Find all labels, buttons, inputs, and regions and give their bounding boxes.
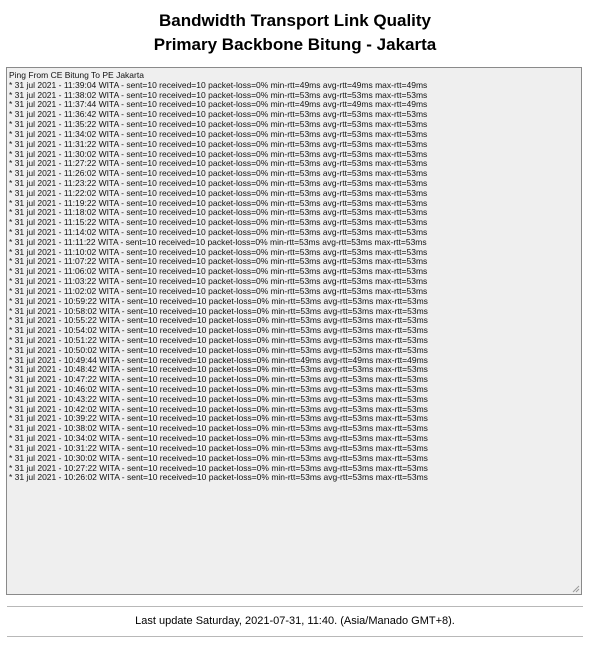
ping-log-entry: * 31 jul 2021 - 10:46:02 WITA - sent=10 received=10 packet-loss=0% min-rtt=53ms avg-rtt=53ms max-rtt=53ms xyxy=(9,384,428,394)
resize-grip-icon[interactable] xyxy=(572,585,580,593)
ping-log-entry: * 31 jul 2021 - 11:07:22 WITA - sent=10 received=10 packet-loss=0% min-rtt=53ms avg-rtt=53ms max-rtt=53ms xyxy=(9,256,428,267)
ping-log-entry: * 31 jul 2021 - 11:02:02 WITA - sent=10 received=10 packet-loss=0% min-rtt=53ms avg-rtt=53ms max-rtt=53ms xyxy=(9,285,428,296)
ping-log-entry: * 31 jul 2021 - 10:26:02 WITA - sent=10 received=10 packet-loss=0% min-rtt=53ms avg-rtt=53ms max-rtt=53ms xyxy=(9,472,428,483)
ping-log-entry: * 31 jul 2021 - 11:14:02 WITA - sent=10 received=10 packet-loss=0% min-rtt=53ms avg-rtt=53ms max-rtt=53ms xyxy=(9,227,428,237)
ping-log-entry: * 31 jul 2021 - 11:18:02 WITA - sent=10 received=10 packet-loss=0% min-rtt=53ms avg-rtt=53ms max-rtt=53ms xyxy=(9,207,428,218)
ping-log-entry: * 31 jul 2021 - 11:22:02 WITA - sent=10 received=10 packet-loss=0% min-rtt=53ms avg-rtt=53ms max-rtt=53ms xyxy=(9,187,428,198)
ping-log-entry: * 31 jul 2021 - 10:48:42 WITA - sent=10 received=10 packet-loss=0% min-rtt=53ms avg-rtt=53ms max-rtt=53ms xyxy=(9,364,428,375)
ping-log-entry: * 31 jul 2021 - 11:10:02 WITA - sent=10 received=10 packet-loss=0% min-rtt=53ms avg-rtt=53ms max-rtt=53ms xyxy=(9,246,428,257)
ping-log-entry: * 31 jul 2021 - 11:36:42 WITA - sent=10 received=10 packet-loss=0% min-rtt=53ms avg-rtt=53ms max-rtt=53ms xyxy=(9,109,428,120)
ping-log-entry: * 31 jul 2021 - 10:55:22 WITA - sent=10 received=10 packet-loss=0% min-rtt=53ms avg-rtt=53ms max-rtt=53ms xyxy=(9,315,428,326)
ping-log-entry: * 31 jul 2021 - 11:23:22 WITA - sent=10 received=10 packet-loss=0% min-rtt=53ms avg-rtt=53ms max-rtt=53ms xyxy=(9,177,428,188)
ping-log-entry: * 31 jul 2021 - 11:06:02 WITA - sent=10 received=10 packet-loss=0% min-rtt=53ms avg-rtt=53ms max-rtt=53ms xyxy=(9,266,428,277)
ping-log-entry: * 31 jul 2021 - 10:47:22 WITA - sent=10 received=10 packet-loss=0% min-rtt=53ms avg-rtt=53ms max-rtt=53ms xyxy=(9,374,428,385)
ping-log-entry: * 31 jul 2021 - 10:54:02 WITA - sent=10 received=10 packet-loss=0% min-rtt=53ms avg-rtt=53ms max-rtt=53ms xyxy=(9,325,428,336)
ping-log-entry: * 31 jul 2021 - 10:43:22 WITA - sent=10 received=10 packet-loss=0% min-rtt=53ms avg-rtt=53ms max-rtt=53ms xyxy=(9,393,428,404)
ping-log-entry: * 31 jul 2021 - 11:31:22 WITA - sent=10 received=10 packet-loss=0% min-rtt=53ms avg-rtt=53ms max-rtt=53ms xyxy=(9,138,428,149)
ping-log-textarea[interactable] xyxy=(6,67,582,595)
ping-log-entry: * 31 jul 2021 - 11:39:04 WITA - sent=10 received=10 packet-loss=0% min-rtt=49ms avg-rtt=49ms max-rtt=49ms xyxy=(9,79,428,90)
ping-log-entry: * 31 jul 2021 - 11:19:22 WITA - sent=10 received=10 packet-loss=0% min-rtt=53ms avg-rtt=53ms max-rtt=53ms xyxy=(9,197,428,208)
ping-log-entry: * 31 jul 2021 - 11:38:02 WITA - sent=10 received=10 packet-loss=0% min-rtt=53ms avg-rtt=53ms max-rtt=53ms xyxy=(9,89,428,100)
divider-bottom xyxy=(7,636,583,637)
ping-log-entry: * 31 jul 2021 - 11:27:22 WITA - sent=10 received=10 packet-loss=0% min-rtt=53ms avg-rtt=53ms max-rtt=53ms xyxy=(9,158,428,169)
ping-log-entry: * 31 jul 2021 - 11:15:22 WITA - sent=10 received=10 packet-loss=0% min-rtt=53ms avg-rtt=53ms max-rtt=53ms xyxy=(9,217,428,228)
ping-log-heading: Ping From CE Bitung To PE Jakarta xyxy=(9,70,144,80)
ping-log-entry: * 31 jul 2021 - 10:51:22 WITA - sent=10 received=10 packet-loss=0% min-rtt=53ms avg-rtt=53ms max-rtt=53ms xyxy=(9,334,428,345)
ping-log-entry: * 31 jul 2021 - 11:37:44 WITA - sent=10 received=10 packet-loss=0% min-rtt=49ms avg-rtt=49ms max-rtt=49ms xyxy=(9,99,428,110)
ping-log-entry: * 31 jul 2021 - 11:03:22 WITA - sent=10 received=10 packet-loss=0% min-rtt=53ms avg-rtt=53ms max-rtt=53ms xyxy=(9,276,428,287)
ping-log-entry: * 31 jul 2021 - 10:38:02 WITA - sent=10 received=10 packet-loss=0% min-rtt=53ms avg-rtt=53ms max-rtt=53ms xyxy=(9,423,428,434)
ping-log-content xyxy=(7,68,581,483)
ping-log-entry: * 31 jul 2021 - 11:26:02 WITA - sent=10 received=10 packet-loss=0% min-rtt=53ms avg-rtt=53ms max-rtt=53ms xyxy=(9,168,428,179)
ping-log-entry: * 31 jul 2021 - 10:50:02 WITA - sent=10 received=10 packet-loss=0% min-rtt=53ms avg-rtt=53ms max-rtt=53ms xyxy=(9,344,428,355)
ping-log-entry: * 31 jul 2021 - 10:49:44 WITA - sent=10 received=10 packet-loss=0% min-rtt=49ms avg-rtt=49ms max-rtt=49ms xyxy=(9,354,428,365)
ping-log-entry: * 31 jul 2021 - 10:58:02 WITA - sent=10 received=10 packet-loss=0% min-rtt=53ms avg-rtt=53ms max-rtt=53ms xyxy=(9,305,428,316)
ping-log-entry: * 31 jul 2021 - 11:34:02 WITA - sent=10 received=10 packet-loss=0% min-rtt=53ms avg-rtt=53ms max-rtt=53ms xyxy=(9,128,428,139)
page-title: Bandwidth Transport Link Quality xyxy=(158,11,432,30)
ping-log-entry: * 31 jul 2021 - 10:42:02 WITA - sent=10 received=10 packet-loss=0% min-rtt=53ms avg-rtt=53ms max-rtt=53ms xyxy=(9,403,428,414)
ping-log-entry: * 31 jul 2021 - 10:30:02 WITA - sent=10 received=10 packet-loss=0% min-rtt=53ms avg-rtt=53ms max-rtt=53ms xyxy=(9,452,428,463)
page-subtitle: Primary Backbone Bitung - Jakarta xyxy=(153,35,437,54)
ping-log-entry: * 31 jul 2021 - 11:30:02 WITA - sent=10 received=10 packet-loss=0% min-rtt=53ms avg-rtt=53ms max-rtt=53ms xyxy=(9,148,428,159)
page-header xyxy=(0,9,590,57)
ping-log-entry: * 31 jul 2021 - 10:59:22 WITA - sent=10 received=10 packet-loss=0% min-rtt=53ms avg-rtt=53ms max-rtt=53ms xyxy=(9,295,428,306)
ping-log-entry: * 31 jul 2021 - 10:34:02 WITA - sent=10 received=10 packet-loss=0% min-rtt=53ms avg-rtt=53ms max-rtt=53ms xyxy=(9,433,428,444)
ping-log-entry: * 31 jul 2021 - 10:31:22 WITA - sent=10 received=10 packet-loss=0% min-rtt=53ms avg-rtt=53ms max-rtt=53ms xyxy=(9,442,428,453)
ping-log-entry: * 31 jul 2021 - 10:39:22 WITA - sent=10 received=10 packet-loss=0% min-rtt=53ms avg-rtt=53ms max-rtt=53ms xyxy=(9,413,428,424)
ping-log-entry: * 31 jul 2021 - 10:27:22 WITA - sent=10 received=10 packet-loss=0% min-rtt=53ms avg-rtt=53ms max-rtt=53ms xyxy=(9,462,428,473)
ping-log-entry: * 31 jul 2021 - 11:11:22 WITA - sent=10 received=10 packet-loss=0% min-rtt=53ms avg-rtt=53ms max-rtt=53ms xyxy=(9,236,427,247)
last-update-text: Last update Saturday, 2021-07-31, 11:40. (Asia/Manado GMT+8). xyxy=(135,615,455,627)
divider-top xyxy=(7,606,583,607)
ping-log-entry: * 31 jul 2021 - 11:35:22 WITA - sent=10 received=10 packet-loss=0% min-rtt=53ms avg-rtt=53ms max-rtt=53ms xyxy=(9,119,428,130)
